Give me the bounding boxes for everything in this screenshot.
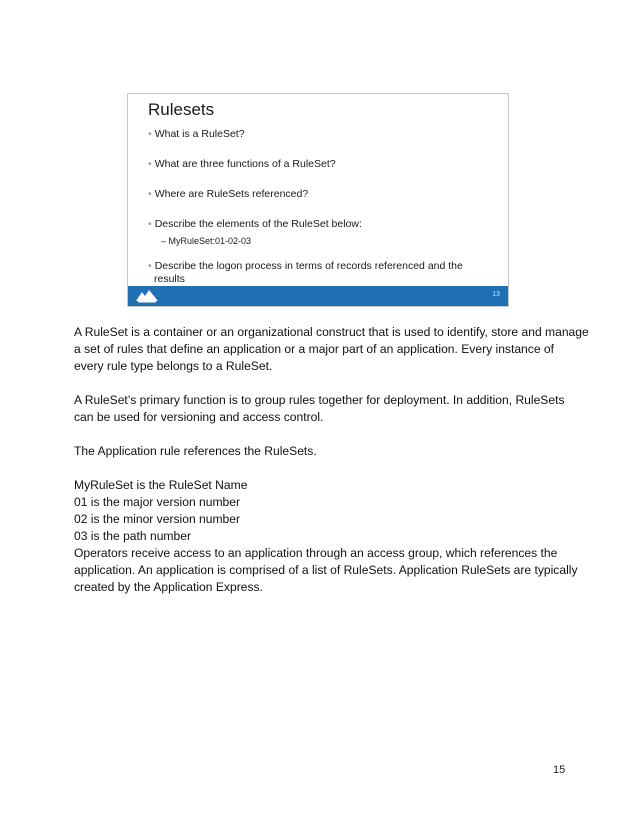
slide-bullet: • What is a RuleSet? — [148, 128, 245, 140]
text-line: 02 is the minor version number — [74, 512, 241, 526]
text-line: can be used for versioning and access control. — [74, 410, 324, 424]
bullet-dot-icon: • — [148, 128, 152, 140]
page-number: 15 — [553, 764, 566, 776]
text-line: application. An application is comprised of a list of RuleSets. Application RuleSets are typically — [74, 563, 578, 577]
bullet-dot-icon: • — [148, 218, 152, 230]
slide-bullet: • Describe the logon process in terms of records referenced and the — [148, 260, 463, 272]
bullet-dot-icon: • — [148, 188, 152, 200]
text-line: The Application rule references the RuleSets. — [74, 444, 317, 458]
text-line: A RuleSet’s primary function is to group rules together for deployment. In addition, RuleSets — [74, 393, 565, 407]
paragraph-2 — [74, 392, 574, 426]
slide-bullet: • Where are RuleSets referenced? — [148, 188, 309, 200]
slide-bullet-continuation: results — [154, 273, 185, 285]
paragraph-3 — [74, 443, 574, 460]
text-line: every rule type belongs to a RuleSet. — [74, 359, 273, 373]
text-line: 03 is the path number — [74, 529, 191, 543]
slide-thumbnail — [127, 93, 509, 307]
paragraph-1 — [74, 324, 589, 375]
text-line: a set of rules that define an application or a major part of an application. Every instance of — [74, 342, 555, 356]
bullet-dot-icon: • — [148, 260, 152, 272]
paragraph-5 — [74, 545, 578, 596]
text-line: MyRuleSet is the RuleSet Name — [74, 478, 248, 492]
slide-bullet: • What are three functions of a RuleSet? — [148, 158, 336, 170]
slide-bullet: • Describe the elements of the RuleSet below: — [148, 218, 362, 230]
slide-page-number: 13 — [492, 291, 500, 298]
text-line: 01 is the major version number — [74, 495, 241, 509]
mountain-logo-icon — [136, 289, 158, 303]
slide-title: Rulesets — [148, 100, 215, 119]
text-line: created by the Application Express. — [74, 580, 263, 594]
slide-footer-bar — [128, 286, 508, 306]
text-line: A RuleSet is a container or an organizational construct that is used to identify, store and manage — [74, 325, 589, 339]
bullet-dot-icon: • — [148, 158, 152, 170]
text-line: Operators receive access to an application through an access group, which references the — [74, 546, 558, 560]
slide-sub-bullet: – MyRuleSet:01-02-03 — [161, 236, 252, 246]
paragraph-4 — [74, 477, 574, 545]
